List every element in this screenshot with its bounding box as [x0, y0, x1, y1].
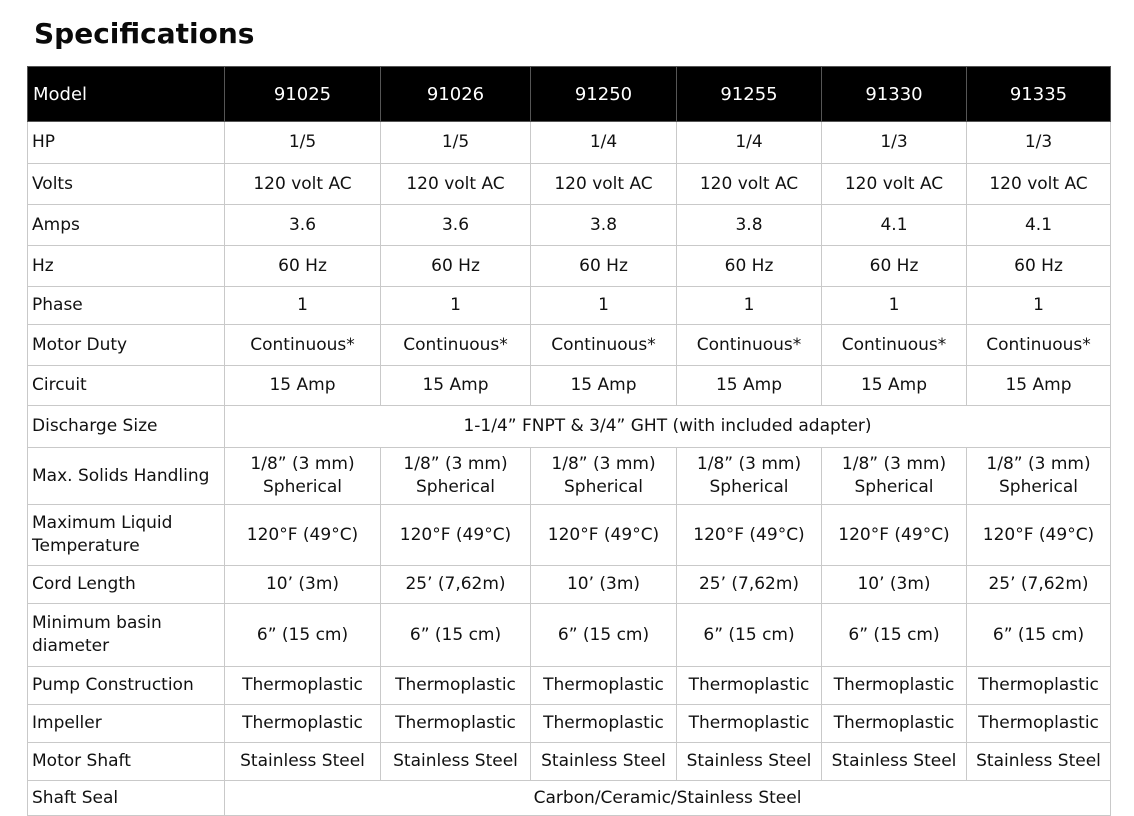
- model-header-cell: 91255: [677, 67, 822, 122]
- value-cell: Thermoplastic: [531, 667, 677, 705]
- value-cell: 120 volt AC: [677, 164, 822, 205]
- value-cell: 120 volt AC: [822, 164, 967, 205]
- value-cell: Stainless Steel: [531, 743, 677, 781]
- row-label-cell: Amps: [28, 205, 225, 246]
- value-cell: 60 Hz: [381, 246, 531, 287]
- row-label-cell: Motor Duty: [28, 325, 225, 366]
- table-row: [28, 325, 1111, 366]
- table-row: [28, 604, 1111, 667]
- value-cell: Stainless Steel: [967, 743, 1111, 781]
- table-row: [28, 566, 1111, 604]
- specifications-table: [27, 66, 1111, 816]
- value-cell: 120°F (49°C): [967, 505, 1111, 566]
- value-cell: Thermoplastic: [531, 705, 677, 743]
- value-cell: 120°F (49°C): [225, 505, 381, 566]
- value-cell: 120°F (49°C): [531, 505, 677, 566]
- value-cell: Continuous*: [381, 325, 531, 366]
- value-cell: 120°F (49°C): [677, 505, 822, 566]
- value-cell: 120 volt AC: [225, 164, 381, 205]
- row-label-cell: Volts: [28, 164, 225, 205]
- value-cell: 60 Hz: [531, 246, 677, 287]
- table-row: [28, 448, 1111, 505]
- value-cell: Thermoplastic: [967, 667, 1111, 705]
- table-row: [28, 743, 1111, 781]
- row-label-cell: Motor Shaft: [28, 743, 225, 781]
- value-cell: 15 Amp: [822, 366, 967, 406]
- row-label-cell: HP: [28, 122, 225, 164]
- row-label-cell: Circuit: [28, 366, 225, 406]
- row-label-cell: Cord Length: [28, 566, 225, 604]
- value-cell: 3.8: [531, 205, 677, 246]
- value-cell: Continuous*: [967, 325, 1111, 366]
- value-cell: 10’ (3m): [225, 566, 381, 604]
- value-cell: 6” (15 cm): [531, 604, 677, 667]
- header-row: [28, 67, 1111, 122]
- table-row: [28, 505, 1111, 566]
- value-cell: 60 Hz: [225, 246, 381, 287]
- value-cell: 1/5: [225, 122, 381, 164]
- value-cell: 1/8” (3 mm) Spherical: [677, 448, 822, 505]
- row-label-cell: Impeller: [28, 705, 225, 743]
- value-cell: 25’ (7,62m): [381, 566, 531, 604]
- page-title: Specifications: [34, 17, 255, 50]
- value-cell: 1/8” (3 mm) Spherical: [531, 448, 677, 505]
- value-cell: 1: [225, 287, 381, 325]
- value-cell: 6” (15 cm): [822, 604, 967, 667]
- value-cell: 10’ (3m): [822, 566, 967, 604]
- table-row: [28, 406, 1111, 448]
- value-cell: Continuous*: [531, 325, 677, 366]
- value-cell: 15 Amp: [381, 366, 531, 406]
- value-cell: 1/3: [822, 122, 967, 164]
- table-row: [28, 781, 1111, 816]
- value-cell: 120 volt AC: [531, 164, 677, 205]
- value-cell: 120 volt AC: [381, 164, 531, 205]
- value-cell: 6” (15 cm): [381, 604, 531, 667]
- value-cell: 15 Amp: [531, 366, 677, 406]
- value-cell: Continuous*: [822, 325, 967, 366]
- value-cell: 25’ (7,62m): [967, 566, 1111, 604]
- header-label-cell: Model: [28, 67, 225, 122]
- value-cell: Continuous*: [677, 325, 822, 366]
- table-row: [28, 667, 1111, 705]
- value-cell: 60 Hz: [677, 246, 822, 287]
- value-cell: Stainless Steel: [381, 743, 531, 781]
- table-row: [28, 205, 1111, 246]
- row-label-cell: Discharge Size: [28, 406, 225, 448]
- table-row: [28, 287, 1111, 325]
- value-cell: 1: [967, 287, 1111, 325]
- table-row: [28, 122, 1111, 164]
- value-cell: Stainless Steel: [677, 743, 822, 781]
- value-cell: Thermoplastic: [225, 705, 381, 743]
- merged-value-cell: Carbon/Ceramic/Stainless Steel: [225, 781, 1111, 816]
- value-cell: 120°F (49°C): [381, 505, 531, 566]
- value-cell: Thermoplastic: [381, 667, 531, 705]
- value-cell: 1: [531, 287, 677, 325]
- value-cell: Thermoplastic: [822, 705, 967, 743]
- value-cell: Thermoplastic: [381, 705, 531, 743]
- value-cell: 1/8” (3 mm) Spherical: [967, 448, 1111, 505]
- value-cell: 3.8: [677, 205, 822, 246]
- value-cell: 60 Hz: [967, 246, 1111, 287]
- value-cell: 6” (15 cm): [225, 604, 381, 667]
- value-cell: 1/5: [381, 122, 531, 164]
- value-cell: Stainless Steel: [225, 743, 381, 781]
- value-cell: Thermoplastic: [967, 705, 1111, 743]
- row-label-cell: Phase: [28, 287, 225, 325]
- value-cell: 1/8” (3 mm) Spherical: [822, 448, 967, 505]
- value-cell: Thermoplastic: [677, 667, 822, 705]
- value-cell: 1: [381, 287, 531, 325]
- value-cell: 25’ (7,62m): [677, 566, 822, 604]
- model-header-cell: 91250: [531, 67, 677, 122]
- row-label-cell: Shaft Seal: [28, 781, 225, 816]
- value-cell: 15 Amp: [225, 366, 381, 406]
- value-cell: 1/4: [531, 122, 677, 164]
- value-cell: 1: [822, 287, 967, 325]
- value-cell: Thermoplastic: [822, 667, 967, 705]
- value-cell: 3.6: [381, 205, 531, 246]
- value-cell: 1/3: [967, 122, 1111, 164]
- model-header-cell: 91025: [225, 67, 381, 122]
- table-row: [28, 366, 1111, 406]
- value-cell: 4.1: [967, 205, 1111, 246]
- model-header-cell: 91026: [381, 67, 531, 122]
- value-cell: Thermoplastic: [225, 667, 381, 705]
- value-cell: 6” (15 cm): [967, 604, 1111, 667]
- value-cell: 15 Amp: [967, 366, 1111, 406]
- value-cell: 60 Hz: [822, 246, 967, 287]
- value-cell: 120 volt AC: [967, 164, 1111, 205]
- row-label-cell: Hz: [28, 246, 225, 287]
- value-cell: 4.1: [822, 205, 967, 246]
- value-cell: 1/8” (3 mm) Spherical: [381, 448, 531, 505]
- table-row: [28, 246, 1111, 287]
- row-label-cell: Pump Construction: [28, 667, 225, 705]
- value-cell: 15 Amp: [677, 366, 822, 406]
- value-cell: 6” (15 cm): [677, 604, 822, 667]
- value-cell: 1/4: [677, 122, 822, 164]
- table-row: [28, 705, 1111, 743]
- merged-value-cell: 1-1/4” FNPT & 3/4” GHT (with included adapter): [225, 406, 1111, 448]
- table-row: [28, 164, 1111, 205]
- row-label-cell: Minimum basin diameter: [28, 604, 225, 667]
- value-cell: 1/8” (3 mm) Spherical: [225, 448, 381, 505]
- table-body: [28, 122, 1111, 816]
- value-cell: Continuous*: [225, 325, 381, 366]
- value-cell: 3.6: [225, 205, 381, 246]
- model-header-cell: 91330: [822, 67, 967, 122]
- model-header-cell: 91335: [967, 67, 1111, 122]
- row-label-cell: Max. Solids Handling: [28, 448, 225, 505]
- row-label-cell: Maximum Liquid Temperature: [28, 505, 225, 566]
- value-cell: Stainless Steel: [822, 743, 967, 781]
- value-cell: 120°F (49°C): [822, 505, 967, 566]
- value-cell: Thermoplastic: [677, 705, 822, 743]
- value-cell: 10’ (3m): [531, 566, 677, 604]
- value-cell: 1: [677, 287, 822, 325]
